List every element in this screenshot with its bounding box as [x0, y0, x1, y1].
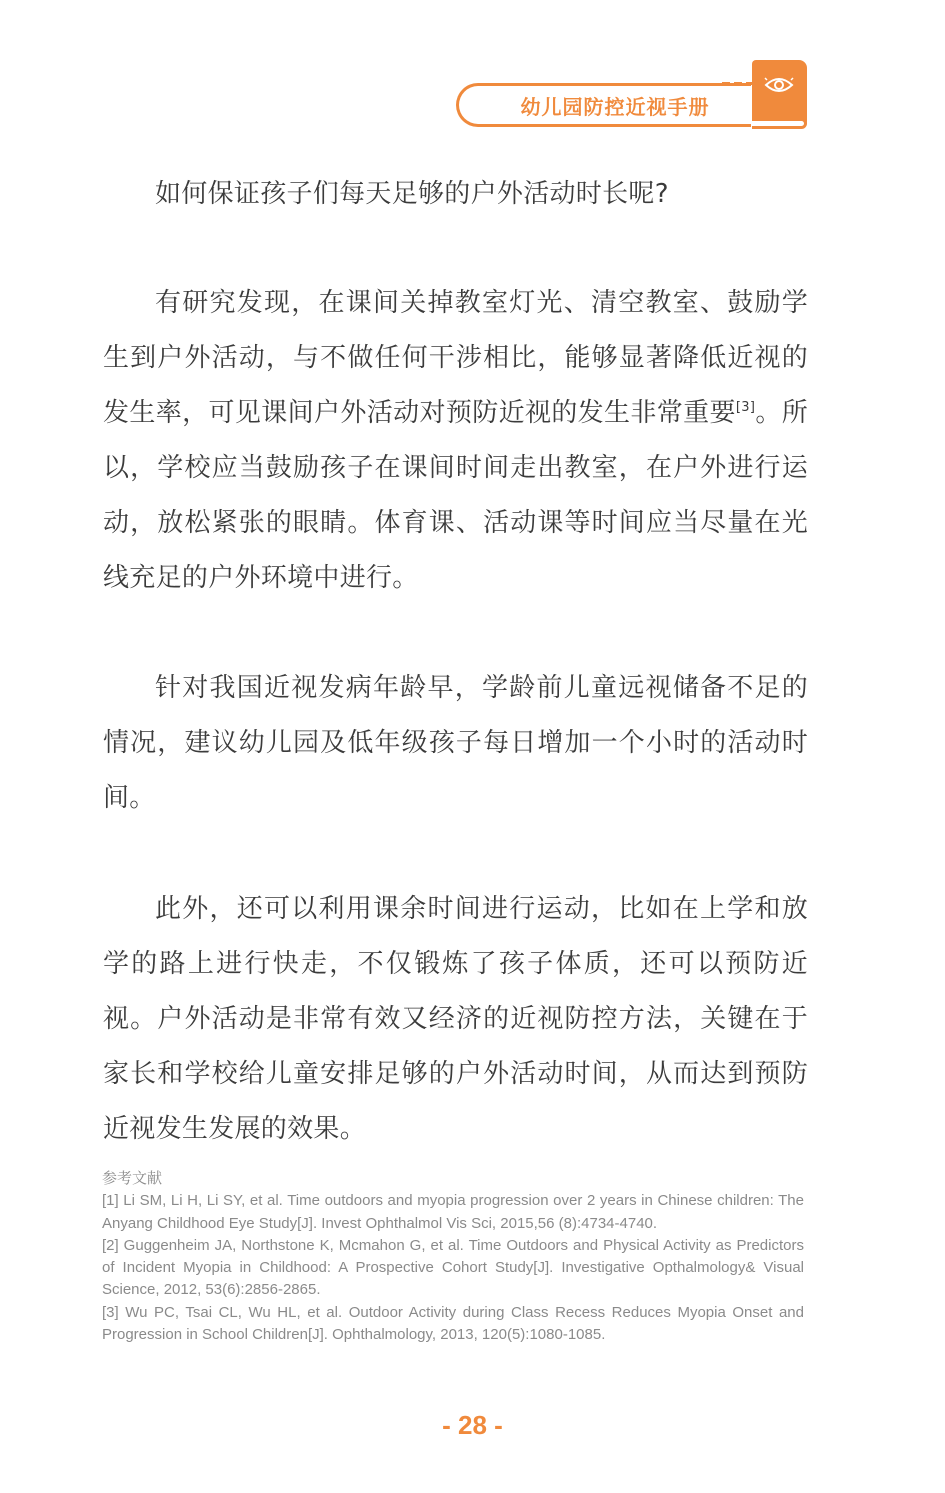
- paragraph-research-text-b: 。所以，学校应当鼓励孩子在课间时间走出教室，在户外进行运动，放松紧张的眼睛。体育课、活动课等时间应当尽量在光线充足的户外环境中进行。: [103, 398, 808, 593]
- references-section: [102, 1168, 804, 1346]
- header-title: 幼儿园防控近视手册: [520, 94, 710, 119]
- citation-marker: [3]: [735, 400, 756, 415]
- references-title: 参考文献: [102, 1170, 163, 1187]
- eye-icon: [764, 75, 794, 95]
- paragraph-research: [103, 276, 808, 606]
- reference-item: [1] Li SM, Li H, Li SY, et al. Time outdoors and myopia progression over 2 years in Chinese children: The Anyang Childhood Eye Study[J]. Invest Ophthalmol Vis Sci, 2015,56 (8):4734-4740.: [102, 1192, 804, 1232]
- paragraph-extra-activity: 此外，还可以利用课余时间进行运动，比如在上学和放学的路上进行快走，不仅锻炼了孩子体质，还可以预防近视。户外活动是非常有效又经济的近视防控方法，关键在于家长和学校给儿童安排足够的户外活动时间，从而达到预防近视发生发展的效果。: [103, 894, 808, 1144]
- paragraph-recommendation: 针对我国近视发病年龄早，学龄前儿童远视储备不足的情况，建议幼儿园及低年级孩子每日增加一个小时的活动时间。: [103, 673, 808, 813]
- question-heading: 如何保证孩子们每天足够的户外活动时长呢?: [155, 179, 669, 209]
- header-banner: [456, 83, 751, 127]
- book-pages-decoration: [752, 118, 807, 129]
- paragraph-research-text-a: 有研究发现，在课间关掉教室灯光、清空教室、鼓励学生到户外活动，与不做任何干涉相比，能够显著降低近视的发生率，可见课间户外活动对预防近视的发生非常重要: [103, 288, 808, 428]
- reference-item: [2] Guggenheim JA, Northstone K, Mcmahon G, et al. Time Outdoors and Physical Activity as Predictors of Incident Myopia in Childhood: A Prospective Cohort Study[J]. Investigative Opthalmology& Visual Science, 2012, 53(6):2856-2865.: [102, 1236, 804, 1299]
- reference-item: [3] Wu PC, Tsai CL, Wu HL, et al. Outdoor Activity during Class Recess Reduces Myopia Onset and Progression in School Children[J]. Ophthalmology, 2013, 120(5):1080-1085.: [102, 1303, 804, 1344]
- page-number: - 28 -: [442, 1410, 503, 1440]
